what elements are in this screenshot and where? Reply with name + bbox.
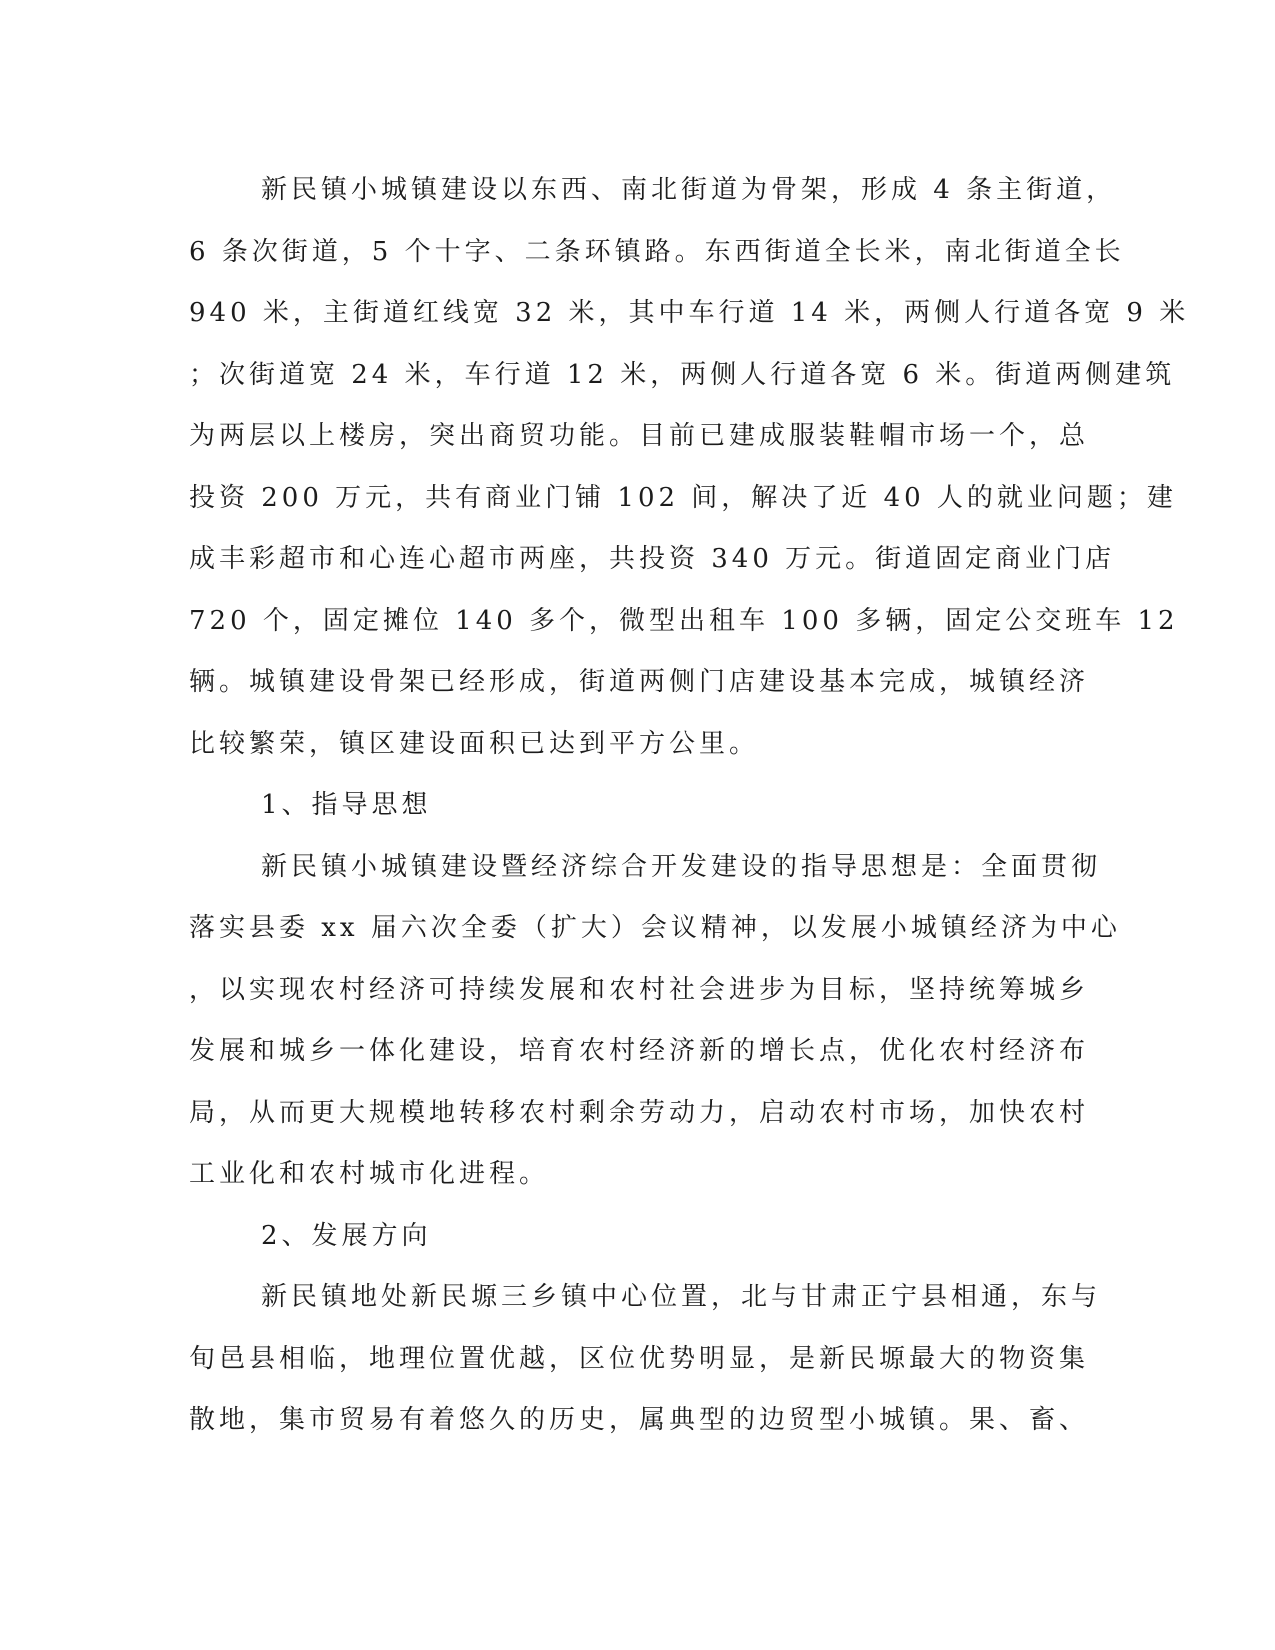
section-heading: 1、指导思想 — [261, 790, 432, 820]
text-line: 发展和城乡一体化建设，培育农村经济新的增长点，优化农村经济布 — [189, 1036, 1090, 1066]
paragraph-intro — [189, 160, 1190, 775]
text-line: ，以实现农村经济可持续发展和农村社会进步为目标，坚持统筹城乡 — [189, 974, 1090, 1005]
text-line: 成丰彩超市和心连心超市两座，共投资 340 万元。街道固定商业门店 — [189, 544, 1116, 574]
text-line: 940 米，主街道红线宽 32 米，其中车行道 14 米，两侧人行道各宽 9 米 — [189, 298, 1190, 328]
text-line: 新民镇地处新民塬三乡镇中心位置，北与甘肃正宁县相通，东与 — [261, 1282, 1102, 1312]
text-line: 旬邑县相临，地理位置优越，区位优势明显，是新民塬最大的物资集 — [189, 1343, 1090, 1374]
paragraph-development-direction — [189, 1267, 1102, 1452]
text-line: 散地，集市贸易有着悠久的历史，属典型的边贸型小城镇。果、畜、 — [189, 1405, 1090, 1435]
text-line: 6 条次街道，5 个十字、二条环镇路。东西街道全长米，南北街道全长 — [189, 236, 1125, 267]
text-line: 投资 200 万元，共有商业门铺 102 间，解决了近 40 人的就业问题；建 — [189, 482, 1177, 513]
text-line: ；次街道宽 24 米，车行道 12 米，两侧人行道各宽 6 米。街道两侧建筑 — [189, 359, 1176, 390]
text-line: 比较繁荣，镇区建设面积已达到平方公里。 — [189, 728, 760, 759]
section-heading: 2、发展方向 — [261, 1220, 432, 1251]
text-line: 为两层以上楼房，突出商贸功能。目前已建成服装鞋帽市场一个，总 — [189, 421, 1090, 451]
text-line: 落实县委 xx 届六次全委（扩大）会议精神，以发展小城镇经济为中心 — [189, 913, 1121, 943]
text-line: 新民镇小城镇建设暨经济综合开发建设的指导思想是：全面贯彻 — [261, 851, 1102, 882]
text-line: 局，从而更大规模地转移农村剩余劳动力，启动农村市场，加快农村 — [189, 1097, 1090, 1128]
text-line: 辆。城镇建设骨架已经形成，街道两侧门店建设基本完成，城镇经济 — [189, 667, 1090, 697]
section-heading-development-direction — [189, 1206, 1089, 1268]
text-line: 720 个，固定摊位 140 多个，微型出租车 100 多辆，固定公交班车 12 — [189, 605, 1179, 636]
paragraph-guiding-thought — [189, 837, 1121, 1206]
text-line: 工业化和农村城市化进程。 — [189, 1159, 550, 1189]
section-heading-guiding-thought — [189, 775, 1089, 837]
document-body — [189, 160, 1190, 1452]
text-line: 新民镇小城镇建设以东西、南北街道为骨架，形成 4 条主街道， — [261, 175, 1117, 205]
